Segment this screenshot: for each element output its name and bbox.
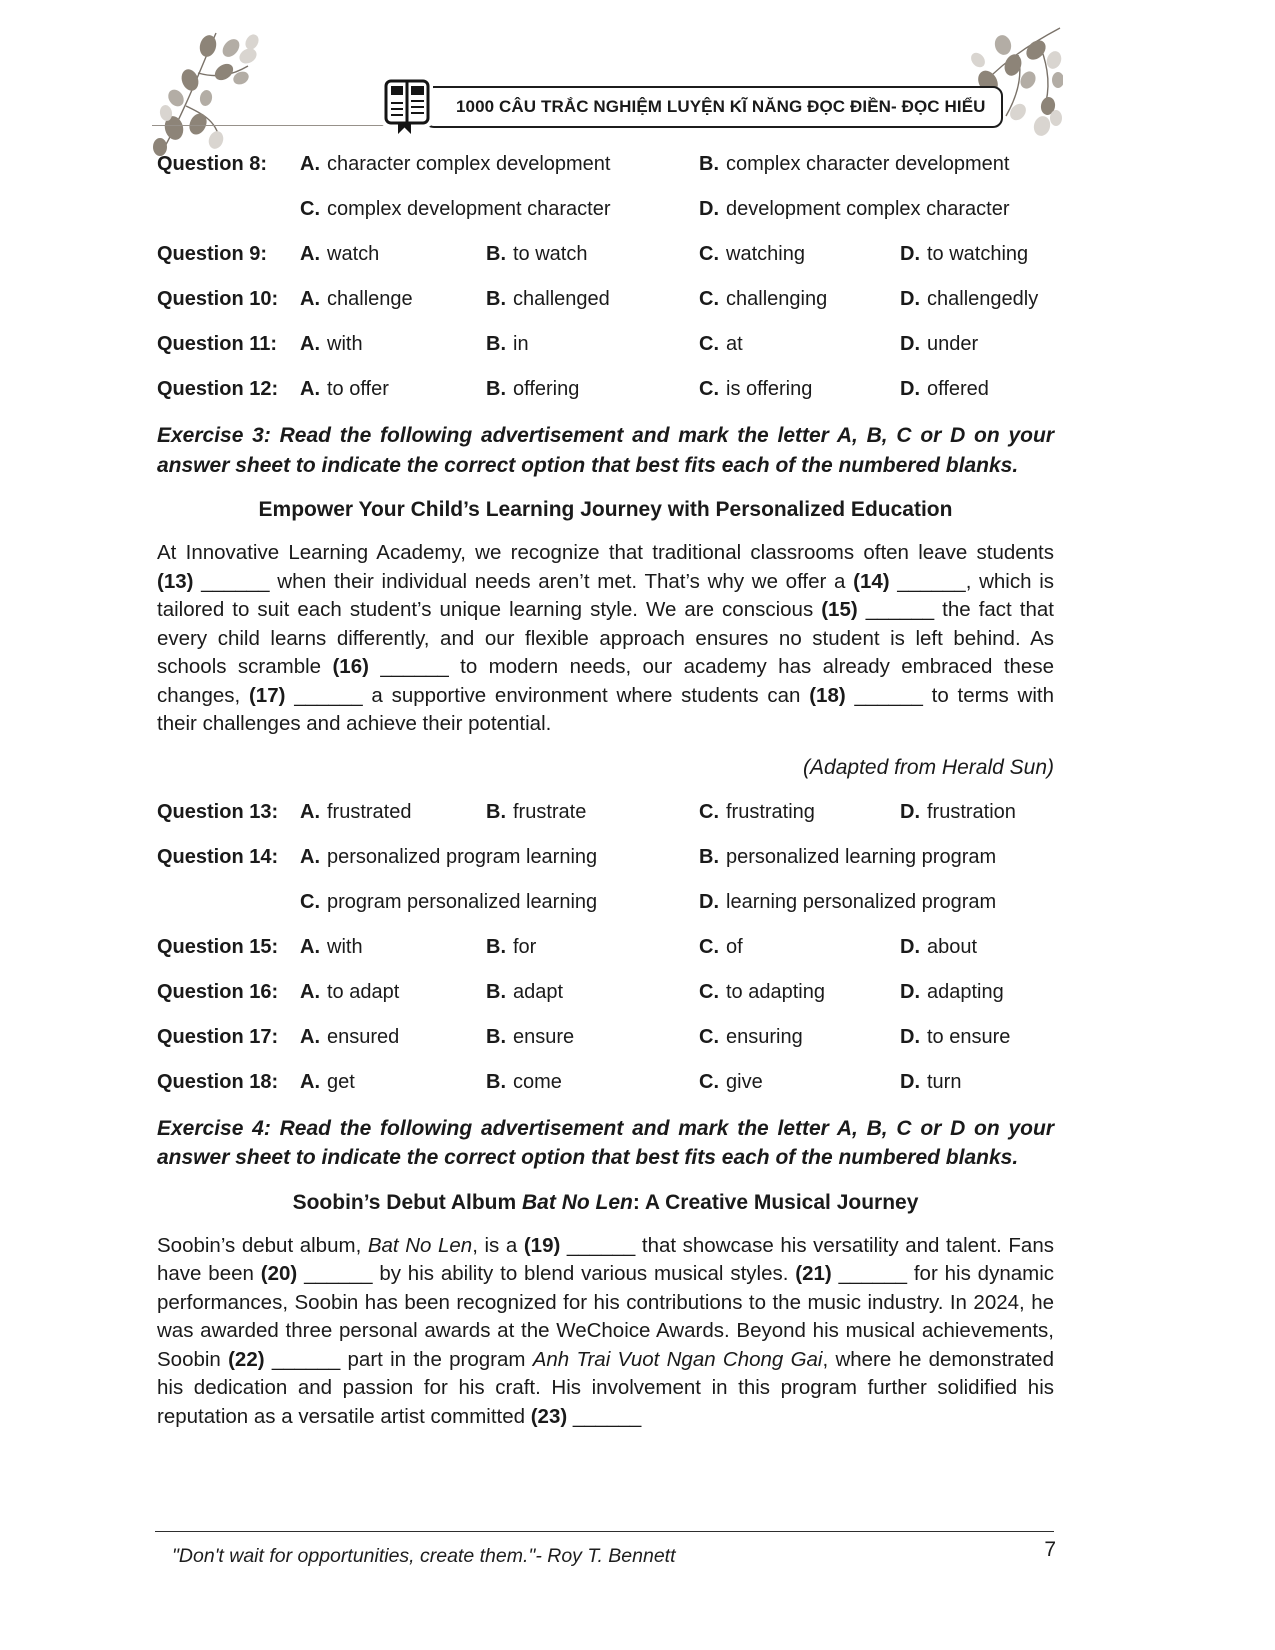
question-9-option-c: C. watching (699, 243, 805, 265)
question-14-option-c: C. program personalized learning (300, 890, 598, 913)
spacer (157, 196, 300, 223)
main-content (157, 151, 1054, 1431)
question-8-option-c: C. complex development character (300, 198, 611, 220)
question-18-option-a: A. get (300, 1070, 355, 1093)
question-14-option-a: A. personalized program learning (300, 845, 598, 868)
question-8-row-2 (157, 196, 1054, 223)
exercise-3-instruction: Exercise 3: Read the following advertisement and mark the letter A, B, C or D on your answer sheet to indicate the correct option that best fits each of the numbered blanks. (157, 424, 1054, 477)
question-15-option-d: D. about (900, 935, 978, 958)
question-14-option-b: B. personalized learning program (699, 845, 997, 868)
question-11-option-c: C. at (699, 333, 743, 355)
footer-divider-line (155, 1531, 1054, 1532)
question-12-option-a: A. to offer (300, 378, 389, 400)
question-12-option-d: D. offered (900, 378, 989, 400)
question-11-option-d: D. under (900, 333, 979, 355)
question-9-option-a: A. watch (300, 243, 380, 265)
floral-decoration-left-icon (146, 28, 274, 156)
book-icon (380, 76, 434, 134)
question-18-option-d: D. turn (900, 1070, 962, 1093)
question-16-label: Question 16: (157, 980, 279, 1003)
question-13-row (157, 799, 1054, 826)
question-13-option-a: A. frustrated (300, 800, 412, 823)
page-title: 1000 CÂU TRẮC NGHIỆM LUYỆN KĨ NĂNG ĐỌC ĐIỀN- ĐỌC HIỂU (424, 86, 1003, 128)
passage-2-text: Soobin’s debut album, Bat No Len, is a (19) ______ that showcase his versatility and talent. Fans have been (20) ______ by his ability to blend various musical styles. (21) ______ for his dynamic performances, Soobin has been recognized for his contributions to the music industry. In 2024, he was awarded three personal awards at the WeChoice Awards. Beyond his musical achievements, Soobin (22) ______ part in the program Anh Trai Vuot Ngan Chong Gai, where he demonstrated his dedication and passion for his craft. His involvement in this program further solidified his reputation as a versatile artist committed (23) ______ (157, 1233, 1054, 1428)
question-14-option-d: D. learning personalized program (699, 890, 997, 913)
question-17-row (157, 1024, 1054, 1051)
question-18-row (157, 1069, 1054, 1096)
question-12-label: Question 12: (157, 378, 279, 400)
question-10-option-d: D. challengedly (900, 288, 1039, 310)
question-16-option-d: D. adapting (900, 980, 1004, 1003)
question-10-label: Question 10: (157, 288, 279, 310)
question-16-option-a: A. to adapt (300, 980, 400, 1003)
exercise-4-instruction: Exercise 4: Read the following advertisement and mark the letter A, B, C or D on your answer sheet to indicate the correct option that best fits each of the numbered blanks. (157, 1116, 1054, 1169)
question-8-option-a: A. character complex development (300, 153, 611, 175)
question-9-row (157, 241, 1054, 268)
passage-1-attribution: (Adapted from Herald Sun) (803, 755, 1054, 779)
question-11-row (157, 331, 1054, 358)
question-13-option-c: C. frustrating (699, 800, 815, 823)
question-15-option-b: B. for (486, 935, 537, 958)
question-15-option-a: A. with (300, 935, 363, 958)
question-8-option-b: B. complex character development (699, 153, 1010, 175)
question-11-label: Question 11: (157, 333, 278, 355)
page-number: 7 (1044, 1538, 1056, 1561)
question-9-label: Question 9: (157, 243, 268, 265)
question-12-row (157, 376, 1054, 403)
question-16-option-b: B. adapt (486, 980, 564, 1003)
passage-1-text: At Innovative Learning Academy, we recognize that traditional classrooms often leave students (13) ______ when their individual needs aren’t met. That’s why we offer a (14) ______, which is tailored to suit each student’s unique learning style. We are conscious (15) ______ the fact that every child learns differently, and our flexible approach ensures no student is left behind. As schools scramble (16) ______ to modern needs, our academy has already embraced these changes, (17) ______ a supportive environment where students can (18) ______ to terms with their challenges and achieve their potential. (157, 541, 1055, 735)
question-17-option-b: B. ensure (486, 1025, 575, 1048)
question-18-option-b: B. come (486, 1070, 562, 1093)
question-18-option-c: C. give (699, 1070, 763, 1093)
question-14-row-1 (157, 844, 1054, 871)
question-10-row (157, 286, 1054, 313)
question-11-option-b: B. in (486, 333, 529, 355)
question-17-option-a: A. ensured (300, 1025, 400, 1048)
passage-1-title: Empower Your Child’s Learning Journey with Personalized Education (258, 498, 953, 521)
question-12-option-c: C. is offering (699, 378, 813, 400)
question-13-option-d: D. frustration (900, 800, 1016, 823)
question-15-label: Question 15: (157, 935, 279, 958)
question-11-option-a: A. with (300, 333, 363, 355)
footer-quote: "Don't wait for opportunities, create them."- Roy T. Bennett (172, 1545, 676, 1567)
question-16-row (157, 979, 1054, 1006)
question-10-option-b: B. challenged (486, 288, 610, 310)
question-14-row-2 (157, 889, 1054, 916)
question-8-row-1 (157, 151, 1054, 178)
question-10-option-a: A. challenge (300, 288, 413, 310)
question-13-label: Question 13: (157, 800, 279, 823)
question-15-row (157, 934, 1054, 961)
question-9-option-d: D. to watching (900, 243, 1029, 265)
question-14-label: Question 14: (157, 845, 279, 868)
question-13-option-b: B. frustrate (486, 800, 587, 823)
question-18-label: Question 18: (157, 1070, 279, 1093)
question-17-option-c: C. ensuring (699, 1025, 803, 1048)
question-17-option-d: D. to ensure (900, 1025, 1011, 1048)
question-15-option-c: C. of (699, 935, 743, 958)
spacer (157, 889, 300, 916)
question-8-option-d: D. development complex character (699, 198, 1010, 220)
question-9-option-b: B. to watch (486, 243, 588, 265)
passage-2-title: Soobin’s Debut Album Bat No Len: A Creative Musical Journey (292, 1190, 919, 1214)
question-8-label: Question 8: (157, 153, 268, 175)
question-17-label: Question 17: (157, 1025, 279, 1048)
question-12-option-b: B. offering (486, 378, 580, 400)
question-10-option-c: C. challenging (699, 288, 828, 310)
question-16-option-c: C. to adapting (699, 980, 825, 1003)
